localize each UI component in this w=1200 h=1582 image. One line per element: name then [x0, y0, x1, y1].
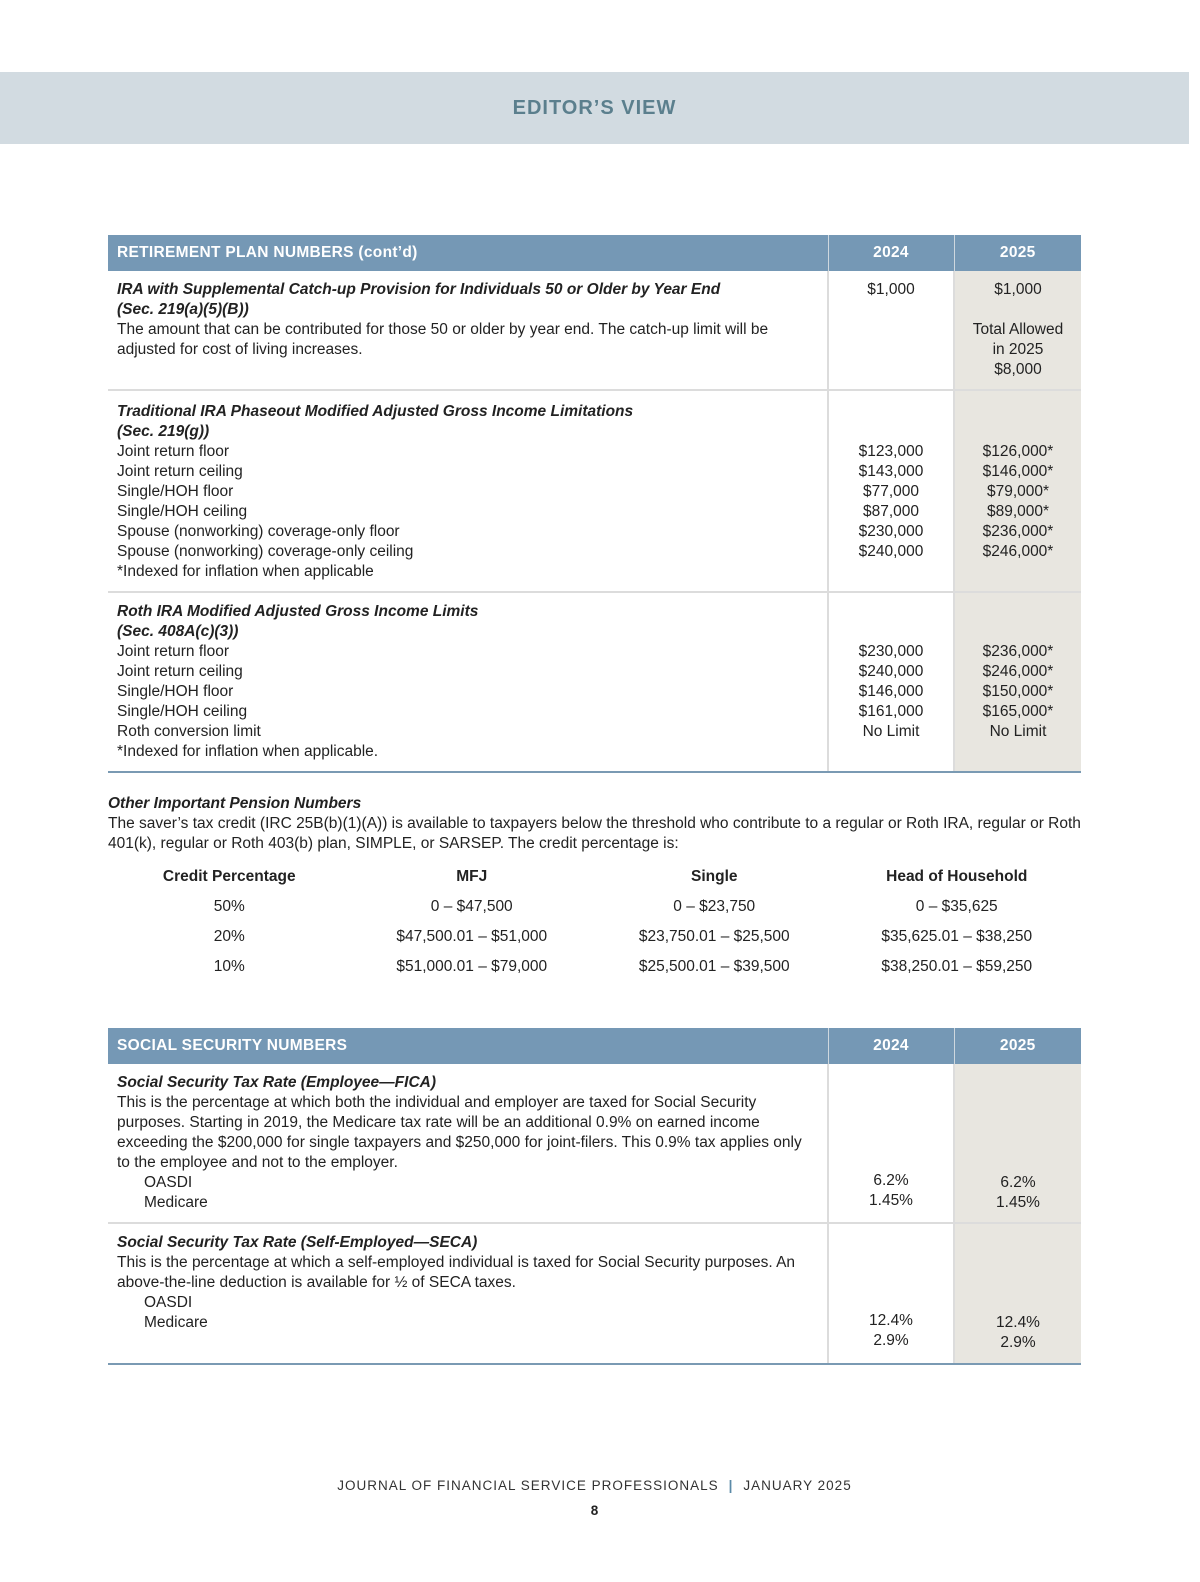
row-note: *Indexed for inflation when applicable	[117, 563, 374, 580]
table-row	[108, 1223, 1081, 1364]
section-title: Other Important Pension Numbers	[108, 795, 362, 812]
value: $1,000	[994, 281, 1042, 298]
table-row	[108, 892, 1078, 922]
editors-view-banner	[0, 72, 1189, 144]
value: 1.45%	[869, 1192, 913, 1209]
journal-name: JOURNAL OF FINANCIAL SERVICE PROFESSIONALS	[337, 1478, 719, 1493]
row-title: Social Security Tax Rate (Employee—FICA)	[117, 1074, 436, 1091]
column-header: Single	[690, 868, 738, 885]
value: No Limit	[989, 723, 1047, 740]
value-2024	[828, 1223, 954, 1364]
value: $240,000	[858, 543, 924, 560]
list-item: OASDI	[144, 1294, 193, 1311]
column-header: Credit Percentage	[162, 868, 296, 885]
table-cell: 0 – $47,500	[430, 898, 513, 915]
list-item: Joint return floor	[117, 443, 229, 460]
list-item: Medicare	[144, 1314, 208, 1331]
value: $79,000*	[986, 483, 1050, 500]
row-section: (Sec. 219(g))	[117, 423, 210, 440]
list-item: OASDI	[144, 1174, 193, 1191]
table-cell: 20%	[213, 928, 245, 945]
col-2025: 2025	[954, 235, 1081, 271]
table-row	[108, 390, 1081, 592]
other-pension-numbers	[108, 794, 1083, 854]
table-cell: $35,625.01 – $38,250	[881, 928, 1033, 945]
credit-percentage-table	[108, 862, 1078, 982]
row-description	[108, 390, 828, 592]
value: $126,000*	[982, 443, 1054, 460]
value: $165,000*	[982, 703, 1054, 720]
value-2024	[828, 271, 954, 390]
table-cell: 0 – $23,750	[673, 898, 756, 915]
table-cell: $38,250.01 – $59,250	[881, 958, 1033, 975]
value: 2.9%	[1000, 1334, 1036, 1351]
list-item: Single/HOH floor	[117, 683, 234, 700]
table-row	[108, 271, 1081, 390]
row-note: *Indexed for inflation when applicable.	[117, 743, 379, 760]
row-description	[108, 1064, 828, 1223]
list-item: Joint return floor	[117, 643, 229, 660]
table-cell: $51,000.01 – $79,000	[396, 958, 548, 975]
row-desc: This is the percentage at which a self-employed individual is taxed for Social Security purposes. An above-the-line deduction is available for ½ of SECA taxes.	[117, 1254, 796, 1291]
table-cell: $25,500.01 – $39,500	[638, 958, 790, 975]
note-line: in 2025	[992, 341, 1044, 358]
table-row	[108, 922, 1078, 952]
list-item: Roth conversion limit	[117, 723, 261, 740]
list-item: Joint return ceiling	[117, 463, 243, 480]
value-2025	[954, 1064, 1081, 1223]
retirement-plan-table	[108, 235, 1081, 773]
page-footer	[0, 1478, 1189, 1493]
value-2025	[954, 390, 1081, 592]
row-desc: This is the percentage at which both the individual and employer are taxed for Social Security purposes. Starting in 2019, the Medicare tax rate will be an additional 0.9% on earned income exceeding the $200,000 for single taxpayers and $250,000 for joint-filers. This 0.9% tax applies only to the employee and not to the employer.	[117, 1094, 802, 1171]
row-section: (Sec. 408A(c)(3))	[117, 623, 239, 640]
value: $146,000*	[982, 463, 1054, 480]
table-cell: $23,750.01 – $25,500	[638, 928, 790, 945]
row-title: Roth IRA Modified Adjusted Gross Income Limits	[117, 603, 479, 620]
row-description	[108, 592, 828, 772]
value: $161,000	[858, 703, 924, 720]
value: 6.2%	[1000, 1174, 1036, 1191]
value: 1.45%	[996, 1194, 1040, 1211]
row-description	[108, 271, 828, 390]
table-cell: $47,500.01 – $51,000	[396, 928, 548, 945]
table-cell: 0 – $35,625	[915, 898, 998, 915]
value: $87,000	[862, 503, 920, 520]
value: $246,000*	[982, 663, 1054, 680]
table-header-row	[108, 235, 1081, 271]
note-line: $8,000	[994, 361, 1042, 378]
list-item: Single/HOH floor	[117, 483, 234, 500]
section-text: The saver’s tax credit (IRC 25B(b)(1)(A)) is available to taxpayers below the threshold who contribute to a regular or Roth IRA, regular or Roth 401(k), regular or Roth 403(b) plan, SIMPLE, or SARSEP. The credit percentage is:	[108, 815, 1081, 852]
value: $146,000	[858, 683, 924, 700]
value: $143,000	[858, 463, 924, 480]
value: $150,000*	[982, 683, 1054, 700]
page-number: 8	[590, 1503, 599, 1518]
value: $77,000	[862, 483, 920, 500]
value-2024	[828, 592, 954, 772]
value-2025	[954, 592, 1081, 772]
row-section: (Sec. 219(a)(5)(B))	[117, 301, 249, 318]
list-item: Spouse (nonworking) coverage-only ceiling	[117, 543, 414, 560]
value-2024	[828, 1064, 954, 1223]
column-header: MFJ	[456, 868, 488, 885]
social-header: SOCIAL SECURITY NUMBERS	[108, 1028, 828, 1064]
list-item: Joint return ceiling	[117, 663, 243, 680]
value: 6.2%	[873, 1172, 909, 1189]
value-2025	[954, 1223, 1081, 1364]
value: $1,000	[867, 281, 915, 298]
value-2024	[828, 390, 954, 592]
value: $230,000	[858, 643, 924, 660]
table-header-row	[108, 1028, 1081, 1064]
col-2024: 2024	[828, 1028, 954, 1064]
table-row	[108, 952, 1078, 982]
value: 2.9%	[873, 1332, 909, 1349]
list-item: Medicare	[144, 1194, 208, 1211]
col-2025: 2025	[954, 1028, 1081, 1064]
table-cell: 50%	[213, 898, 245, 915]
list-item: Single/HOH ceiling	[117, 503, 248, 520]
value: 12.4%	[869, 1312, 913, 1329]
value: $123,000	[858, 443, 924, 460]
banner-title: EDITOR’S VIEW	[512, 96, 677, 119]
row-title: Social Security Tax Rate (Self-Employed—SECA)	[117, 1234, 478, 1251]
value: $89,000*	[986, 503, 1050, 520]
value-2025	[954, 271, 1081, 390]
column-header: Head of Household	[886, 868, 1028, 885]
col-2024: 2024	[828, 235, 954, 271]
value: $240,000	[858, 663, 924, 680]
table-header-row	[108, 862, 1078, 892]
value: 12.4%	[996, 1314, 1040, 1331]
value: $236,000*	[982, 523, 1054, 540]
value: No Limit	[862, 723, 920, 740]
row-title: IRA with Supplemental Catch-up Provision for Individuals 50 or Older by Year End	[117, 281, 721, 298]
value: $236,000*	[982, 643, 1054, 660]
social-security-table	[108, 1028, 1081, 1365]
value: $246,000*	[982, 543, 1054, 560]
list-item: Single/HOH ceiling	[117, 703, 248, 720]
table-row	[108, 592, 1081, 772]
table-cell: 10%	[213, 958, 245, 975]
note-line: Total Allowed	[972, 321, 1064, 338]
row-title: Traditional IRA Phaseout Modified Adjusted Gross Income Limitations	[117, 403, 634, 420]
issue-date: JANUARY 2025	[743, 1478, 852, 1493]
table-row	[108, 1064, 1081, 1223]
value: $230,000	[858, 523, 924, 540]
row-description	[108, 1223, 828, 1364]
retirement-header: RETIREMENT PLAN NUMBERS (cont’d)	[108, 235, 828, 271]
footer-separator: |	[728, 1478, 734, 1493]
row-desc: The amount that can be contributed for those 50 or older by year end. The catch-up limit will be adjusted for cost of living increases.	[117, 321, 769, 358]
list-item: Spouse (nonworking) coverage-only floor	[117, 523, 400, 540]
